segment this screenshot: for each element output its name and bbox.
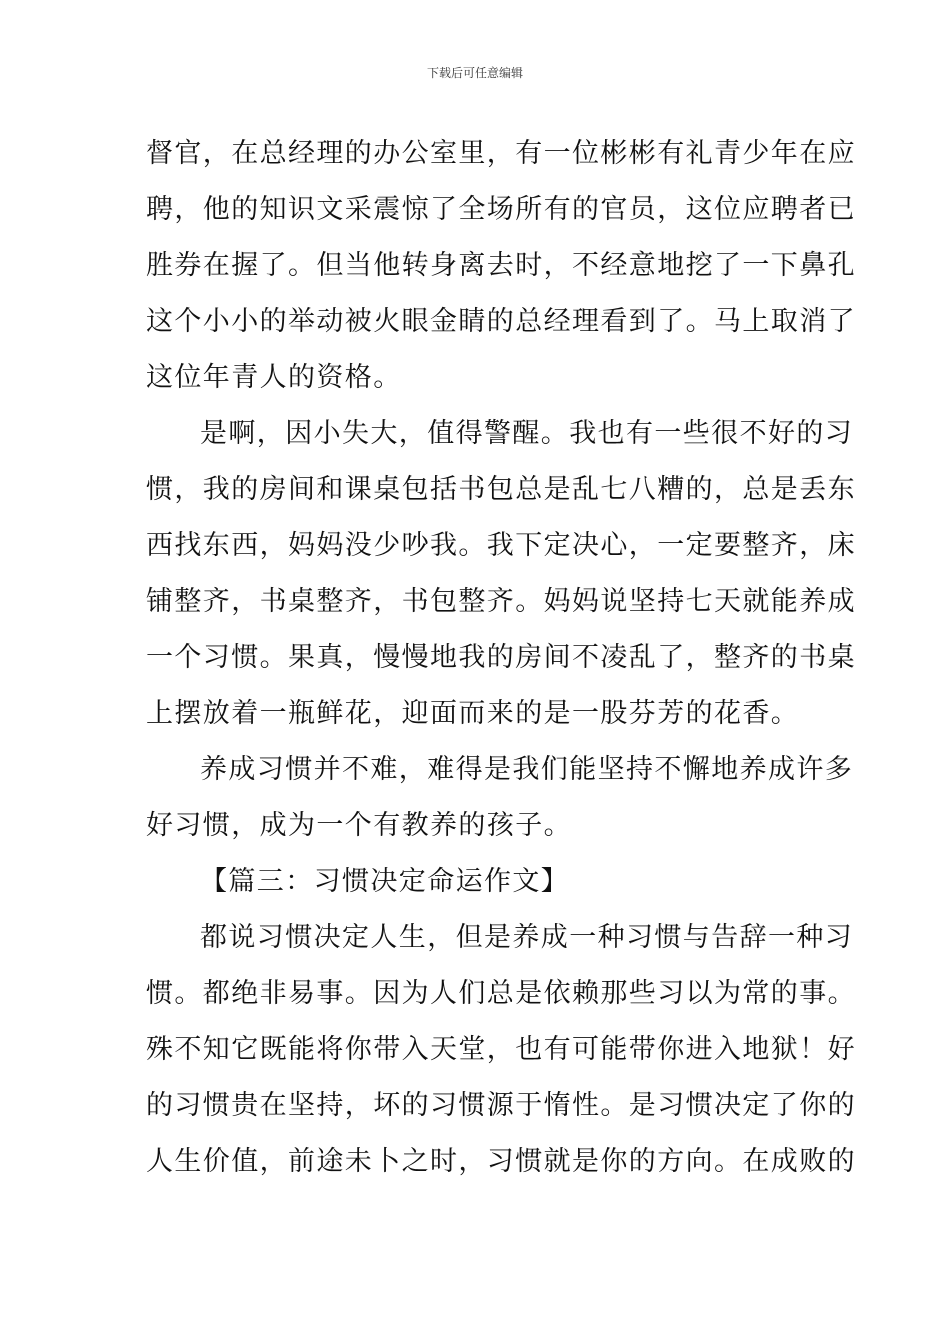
text-line: 这个小小的举动被火眼金睛的总经理看到了。马上取消了 bbox=[146, 306, 856, 337]
text-line: 胜券在握了。但当他转身离去时，不经意地挖了一下鼻孔 bbox=[146, 250, 856, 281]
body-text bbox=[146, 126, 856, 1190]
text-line: 都说习惯决定人生，但是养成一种习惯与告辞一种习 bbox=[200, 922, 854, 953]
text-line: 西找东西，妈妈没少吵我。我下定决心，一定要整齐，床 bbox=[146, 530, 856, 561]
text-line: 惯。都绝非易事。因为人们总是依赖那些习以为常的事。 bbox=[146, 978, 856, 1009]
text-line: 督官，在总经理的办公室里，有一位彬彬有礼青少年在应 bbox=[146, 138, 856, 169]
text-line: 铺整齐，书桌整齐，书包整齐。妈妈说坚持七天就能养成 bbox=[146, 586, 856, 617]
text-line: 殊不知它既能将你带入天堂，也有可能带你进入地狱！好 bbox=[146, 1034, 856, 1065]
text-line: 人生价值，前途未卜之时，习惯就是你的方向。在成败的 bbox=[146, 1146, 856, 1177]
text-line: 【篇三：习惯决定命运作文】 bbox=[200, 866, 570, 897]
text-line: 惯，我的房间和课桌包括书包总是乱七八糟的，总是丢东 bbox=[146, 474, 856, 505]
text-line: 的习惯贵在坚持，坏的习惯源于惰性。是习惯决定了你的 bbox=[146, 1090, 856, 1121]
text-line: 聘，他的知识文采震惊了全场所有的官员，这位应聘者已 bbox=[146, 194, 856, 225]
page-header: 下载后可任意编辑 bbox=[426, 66, 523, 80]
text-line: 上摆放着一瓶鲜花，迎面而来的是一股芬芳的花香。 bbox=[146, 698, 800, 729]
text-line: 养成习惯并不难，难得是我们能坚持不懈地养成许多 bbox=[200, 754, 854, 785]
text-line: 这位年青人的资格。 bbox=[146, 362, 402, 393]
text-line: 一个习惯。果真，慢慢地我的房间不凌乱了，整齐的书桌 bbox=[146, 642, 856, 673]
text-line: 好习惯，成为一个有教养的孩子。 bbox=[146, 810, 572, 841]
text-line: 是啊，因小失大，值得警醒。我也有一些很不好的习 bbox=[200, 418, 854, 449]
